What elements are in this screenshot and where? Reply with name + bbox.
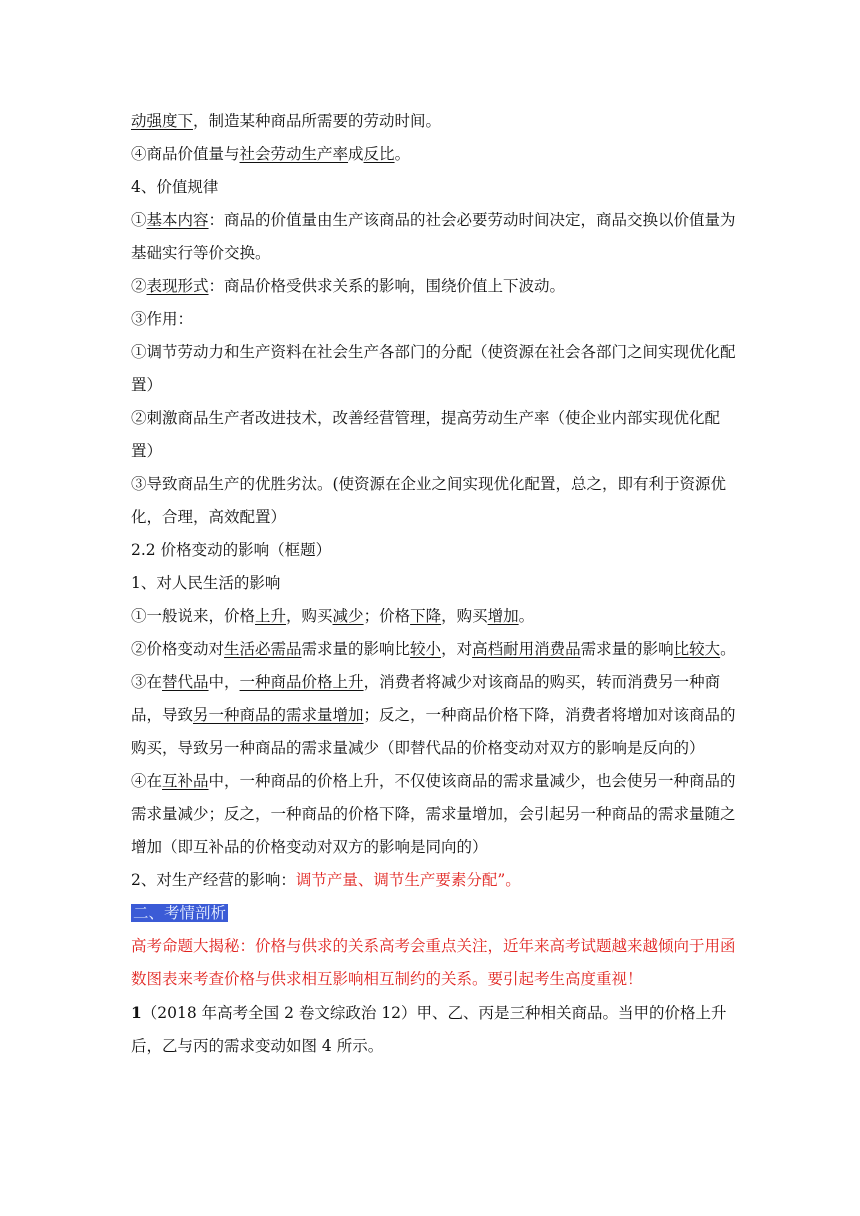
paragraph-general-rule	[131, 600, 741, 633]
text-span: ：商品价格受供求关系的影响，围绕价值上下波动。	[208, 277, 566, 295]
paragraph-function-heading: ③作用：	[131, 310, 194, 328]
underlined-term: 增加	[487, 607, 519, 625]
text-span: 中，	[208, 673, 240, 691]
underlined-term: 动强度下	[131, 112, 194, 130]
text-span: ；反之，一种商品价格下降，消费者将增加对该商品的购买，导致另一种商品的需求量减少（即替代品的价格变动对双方的影响是反向的）	[131, 706, 736, 757]
text-span: ，购买	[441, 607, 488, 625]
paragraph-production-impact	[131, 864, 741, 897]
underlined-term: 高档耐用消费品	[472, 640, 581, 658]
text-span: ①一般说来，价格	[131, 607, 256, 625]
paragraph-function-2: ②刺激商品生产者改进技术，改善经营管理，提高劳动生产率（使企业内部实现优化配置）	[131, 409, 721, 460]
text-span: 需求量的影响	[580, 640, 674, 658]
underlined-term: 社会劳动生产率	[239, 145, 349, 163]
heading-value-law: 4、价值规律	[131, 178, 219, 196]
text-span: ④商品价值量与	[131, 145, 240, 163]
text-span: ；价格	[363, 607, 411, 625]
paragraph-question-1	[131, 996, 741, 1063]
document-body	[131, 105, 741, 1063]
paragraph-function-3: ③导致商品生产的优胜劣汰。(使资源在企业之间实现优化配置，总之，即有利于资源优化，合理，高效配置）	[131, 475, 727, 526]
section-heading-exam-analysis	[131, 897, 741, 930]
text-span: ④在	[131, 772, 163, 790]
underlined-term: 反比	[363, 145, 395, 163]
underlined-term: 减少	[332, 607, 364, 625]
paragraph-substitutes	[131, 666, 741, 765]
text-span: 成	[348, 145, 364, 163]
text-span: 需求量的影响比	[301, 640, 411, 658]
text-span: ：商品的价值量由生产该商品的社会必要劳动时间决定，商品交换以价值量为基础实行等价交换。	[131, 211, 736, 262]
text-span: 2、对生产经营的影响：	[131, 871, 296, 889]
underlined-term: 上升	[255, 607, 287, 625]
text-span: ，制造某种商品所需要的劳动时间。	[193, 112, 442, 130]
subheading-people-life: 1、对人民生活的影响	[131, 574, 281, 592]
paragraph-basic-content	[131, 204, 741, 270]
question-number: 1	[131, 1003, 142, 1022]
red-emphasis-text: 调节产量、调节生产要素分配”。	[295, 871, 521, 889]
paragraph-function-1: ①调节劳动力和生产资料在社会生产各部门的分配（使资源在社会各部门之间实现优化配置）	[131, 343, 736, 394]
text-span: （2018 年高考全国 2 卷文综政治 12）甲、乙、丙是三种相关商品。当甲的价格上升后，乙与丙的需求变动如图 4 所示。	[131, 1004, 727, 1055]
paragraph-complements	[131, 765, 741, 864]
text-span: 。	[518, 607, 535, 625]
underlined-term: 比较大	[673, 640, 721, 658]
highlighted-heading: 二、考情剖析	[133, 904, 227, 922]
text-span: ②价格变动对	[131, 640, 225, 658]
paragraph-labor-time	[131, 105, 741, 138]
text-span: ①	[131, 211, 147, 229]
paragraph-form	[131, 270, 741, 303]
underlined-term: 替代品	[162, 673, 209, 691]
text-span: ，消费者将减少对该商品的购买，转而消费另一种商品，导致	[131, 673, 721, 724]
paragraph-necessities	[131, 633, 741, 666]
text-span: ②	[131, 277, 147, 295]
underlined-term: 一种商品价格上升	[239, 673, 364, 691]
text-span: 。	[720, 640, 736, 658]
underlined-term: 生活必需品	[224, 640, 302, 658]
underlined-term: 另一种商品的需求量增加	[193, 706, 364, 724]
text-span: ③在	[131, 673, 163, 691]
underlined-term: 基本内容	[146, 211, 209, 229]
text-span: ，购买	[286, 607, 333, 625]
text-span: ，对	[441, 640, 473, 658]
text-span: 。	[394, 145, 411, 163]
text-span: 中，一种商品的价格上升，不仅使该商品的需求量减少，也会使另一种商品的需求量减少；反之，一种商品的价格下降，需求量增加，会引起另一种商品的需求量随之增加（即互补品的价格变动对双方的影响是同向的）	[131, 772, 736, 856]
underlined-term: 表现形式	[146, 277, 209, 295]
paragraph-value-ratio	[131, 138, 741, 171]
underlined-term: 较小	[410, 640, 442, 658]
section-heading-price-change: 2.2 价格变动的影响（框题）	[131, 541, 332, 559]
paragraph-exam-reveal: 高考命题大揭秘：价格与供求的关系高考会重点关注，近年来高考试题越来越倾向于用函数图表来考查价格与供求相互影响相互制约的关系。要引起考生高度重视！	[131, 937, 736, 988]
underlined-term: 互补品	[162, 772, 209, 790]
underlined-term: 下降	[410, 607, 442, 625]
